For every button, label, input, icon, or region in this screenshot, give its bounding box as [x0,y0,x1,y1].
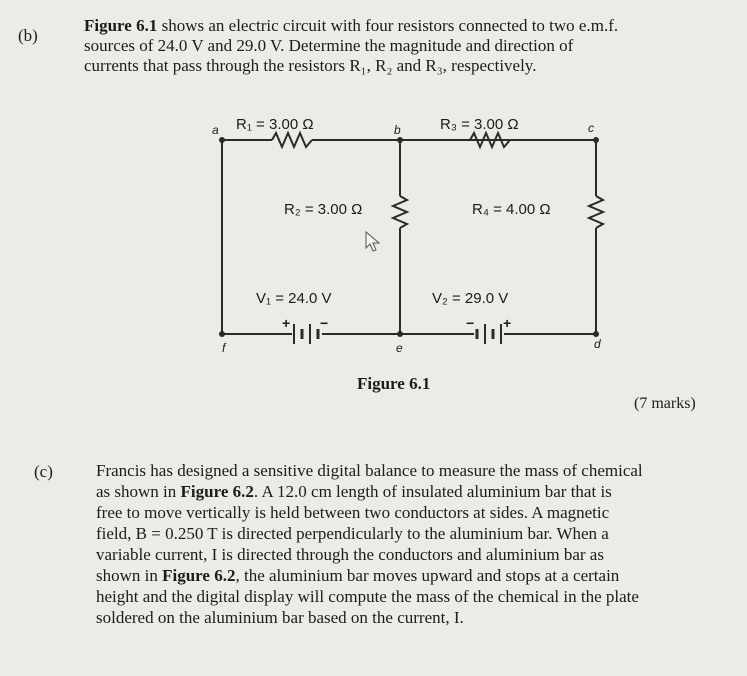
question-label-b: (b) [18,26,38,45]
node-dot-e [397,331,403,337]
figure-reference: Figure 6.1 [84,16,158,35]
figure-caption: Figure 6.1 [357,374,431,393]
node-dot-b [397,137,403,143]
battery-v1 [294,324,318,344]
v1-plus-sign: + [282,315,291,331]
marks-b: (7 marks) [634,395,696,412]
label-v1: V₁ = 24.0 V [256,290,332,307]
battery-v2 [477,324,501,344]
node-dot-c [593,137,599,143]
resistor-r1 [272,133,312,147]
node-dot-a [219,137,225,143]
node-label-f: f [222,341,226,355]
question-b-line-1: Figure 6.1 shows an electric circuit with four resistors connected to two e.m.f. [84,16,619,35]
question-c-line-2: as shown in Figure 6.2. A 12.0 cm length of insulated aluminium bar that is [96,482,612,501]
v2-minus-sign: − [466,315,475,331]
label-r1: R₁ = 3.00 Ω [236,116,314,133]
question-c-line-7: height and the digital display will compute the mass of the chemical in the plate [96,587,639,606]
question-b-line-2: sources of 24.0 V and 29.0 V. Determine the magnitude and direction of [84,36,574,55]
question-c-line-1: Francis has designed a sensitive digital balance to measure the mass of chemical [96,461,643,480]
node-label-b: b [394,123,401,137]
question-b-line-3: currents that pass through the resistors R₁, R₂ and R₃, respectively. [84,56,537,75]
label-v2: V₂ = 29.0 V [432,290,509,307]
v2-plus-sign: + [503,315,512,331]
question-label-c: (c) [34,462,53,481]
node-label-a: a [212,123,219,137]
resistor-r2 [393,196,407,228]
node-label-c: c [588,121,594,135]
question-c-line-8: soldered on the aluminium bar based on the current, I. [96,608,464,627]
question-c-line-5: variable current, I is directed through the conductors and aluminium bar as [96,545,604,564]
question-c-line-6: shown in Figure 6.2, the aluminium bar moves upward and stops at a certain [96,566,620,585]
question-c-text [96,460,716,628]
label-r3: R₃ = 3.00 Ω [440,116,519,133]
node-label-d: d [594,337,601,351]
figure-reference-3: Figure 6.2 [162,566,236,585]
question-c-line-4: field, B = 0.250 T is directed perpendicularly to the aluminium bar. When a [96,524,609,543]
v1-minus-sign: − [320,315,329,331]
label-r2: R₂ = 3.00 Ω [284,201,363,218]
cursor-icon [366,232,379,251]
node-label-e: e [396,341,403,355]
label-r4: R₄ = 4.00 Ω [472,201,551,218]
resistor-r4 [589,196,603,228]
figure-reference-2: Figure 6.2 [180,482,254,501]
node-dot-f [219,331,225,337]
question-c-line-3: free to move vertically is held between two conductors at sides. A magnetic [96,503,610,522]
